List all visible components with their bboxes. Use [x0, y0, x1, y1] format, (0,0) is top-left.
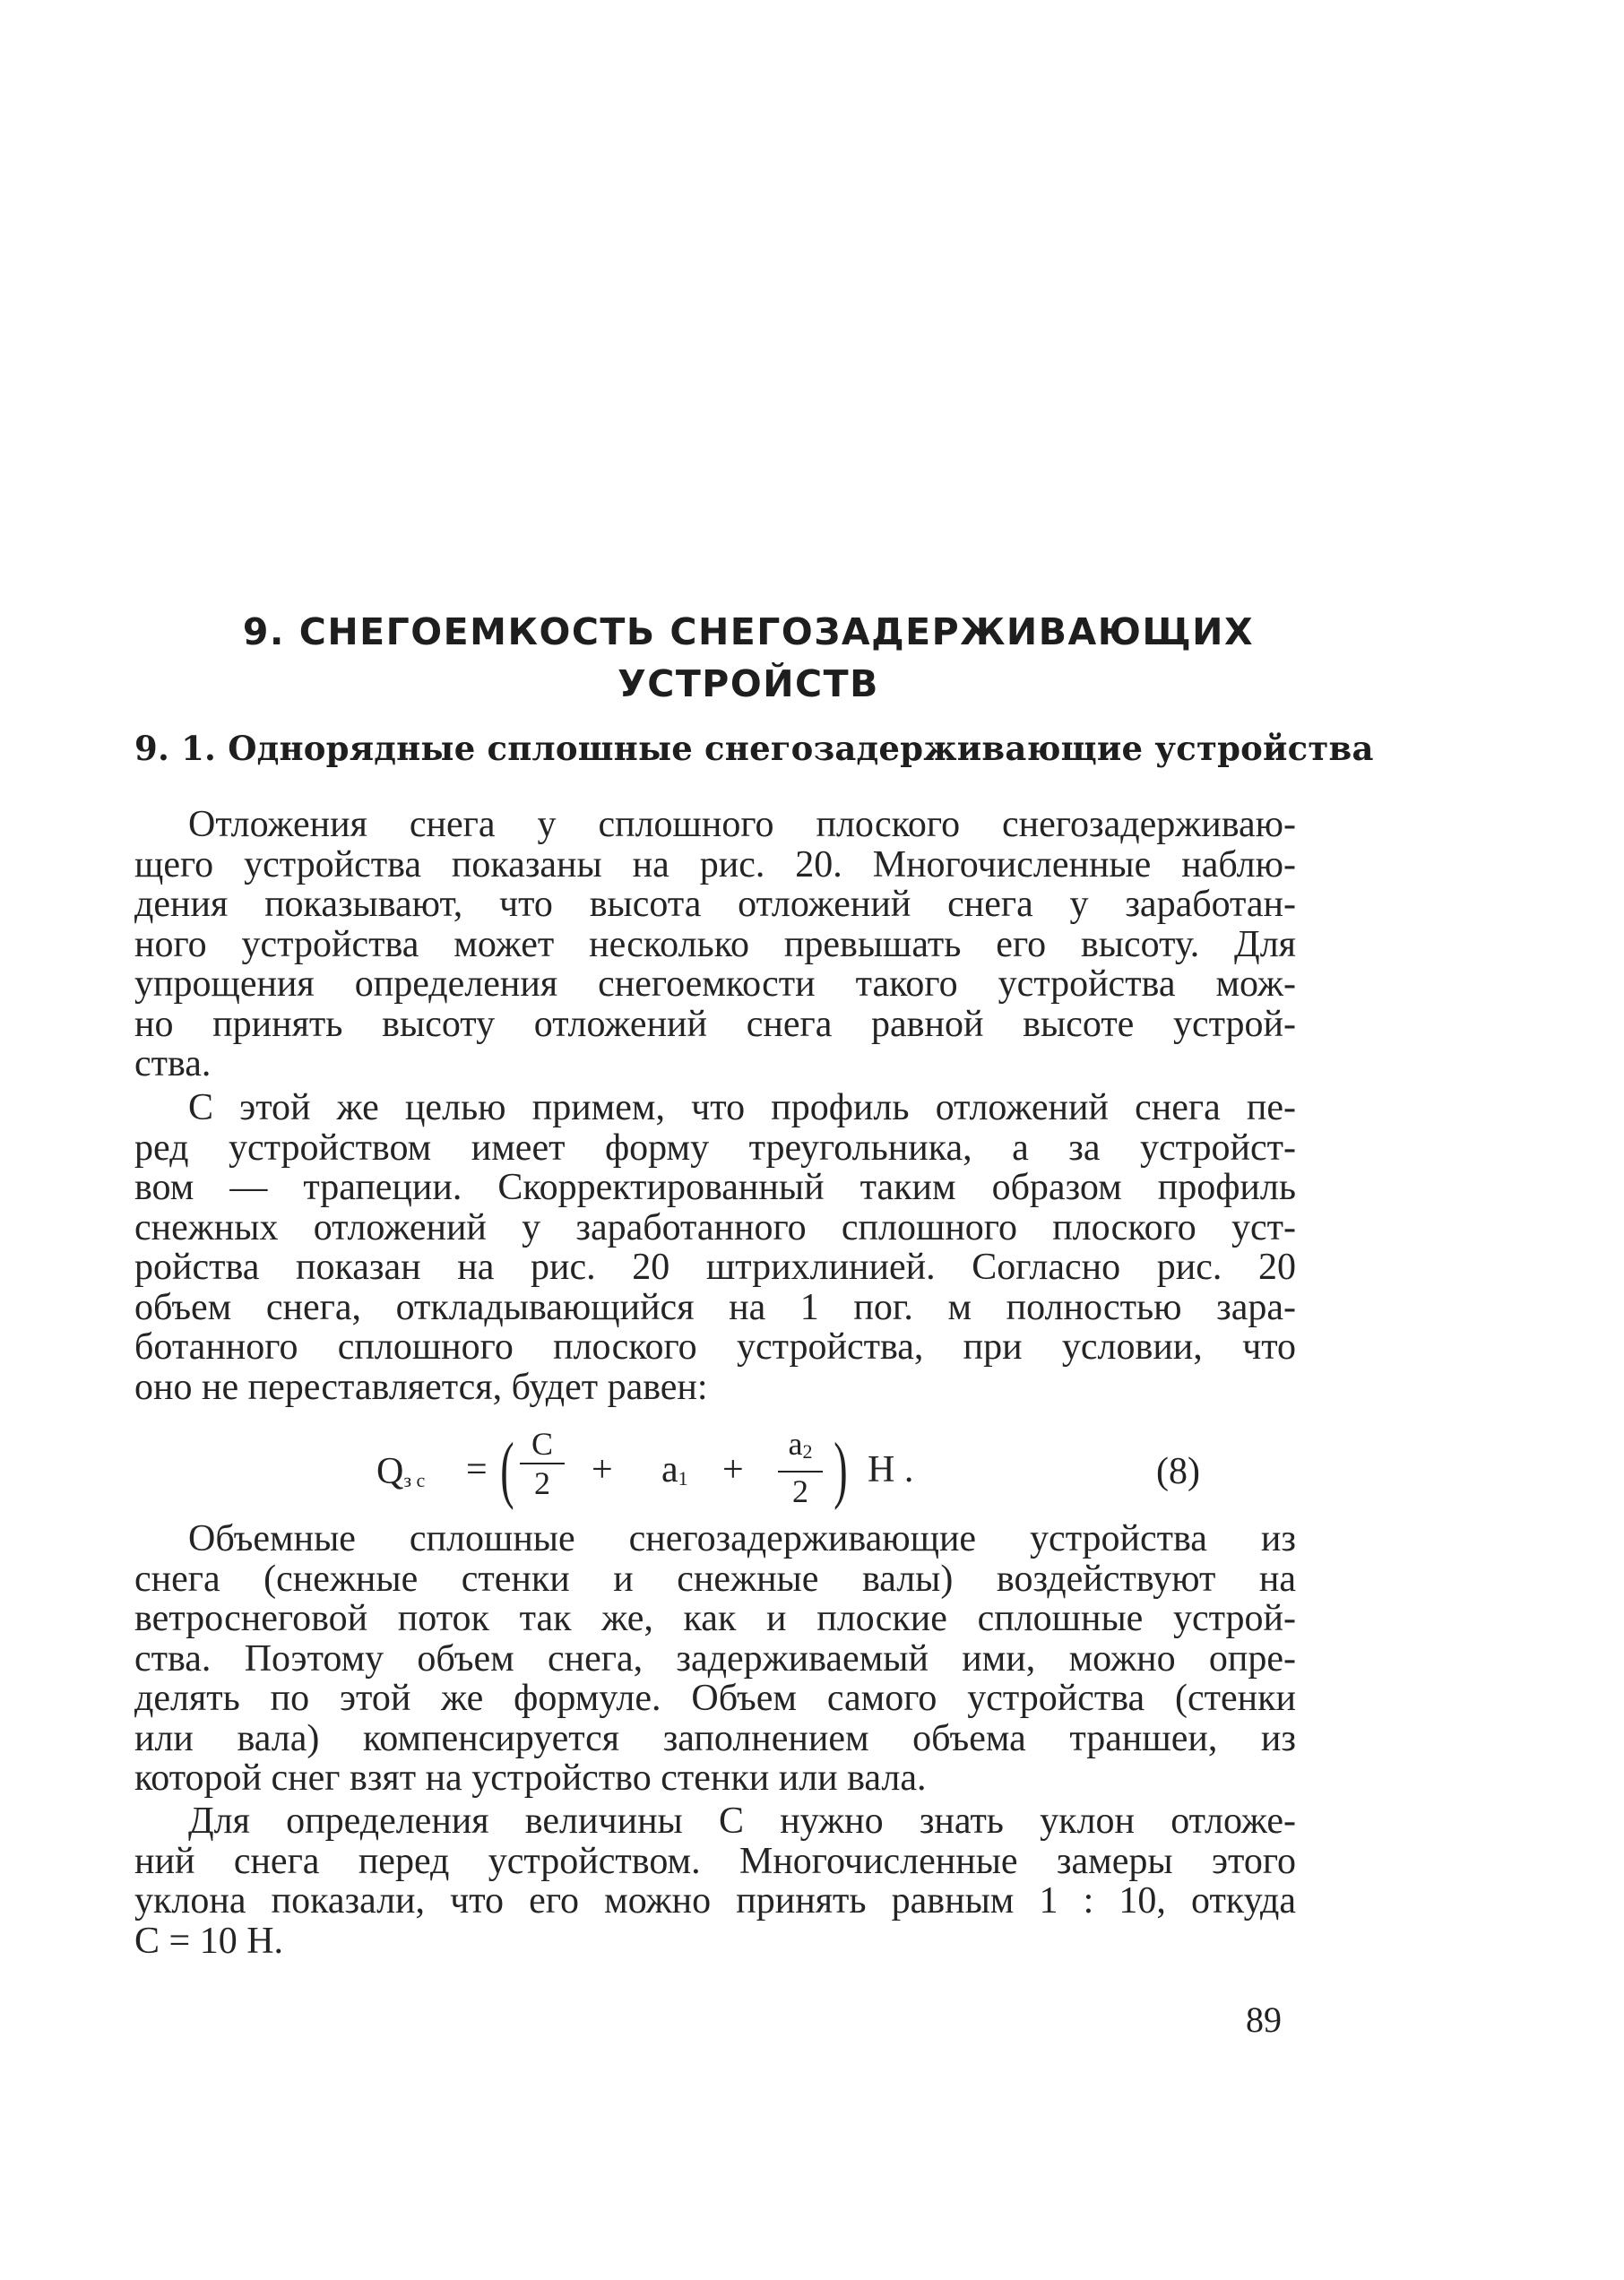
text-line: снежных отложений у заработанного сплошного плоского уст- [134, 1206, 1296, 1248]
text-line: С = 10 Н. [134, 1920, 284, 1962]
formula-height-term: Н . [868, 1449, 914, 1490]
text-line: или вала) компенсируется заполнением объема траншеи, из [134, 1717, 1296, 1759]
formula-term-a1: $a_1$ [661, 1449, 688, 1490]
text-line: вом — трапеции. Скорректированный таким образом профиль [134, 1167, 1296, 1208]
text-line: снега (снежные стенки и снежные валы) воздействуют на [134, 1558, 1296, 1600]
formula-plus: + [592, 1449, 613, 1490]
formula-8 [376, 1427, 1255, 1516]
formula-fraction-a2-over-2: $a_2$ 2 [778, 1427, 823, 1508]
chapter-title-line-1: 9. СНЕГОЕМКОСТЬ СНЕГОЗАДЕРЖИВАЮЩИХ [242, 610, 1255, 653]
paragraph [134, 804, 1296, 1084]
text-line: ний снега перед устройством. Многочисленные замеры этого [134, 1840, 1296, 1882]
page-number: 89 [1246, 1999, 1282, 2040]
text-line: оно не переставляется, будет равен: [134, 1366, 708, 1408]
text-line: ства. Поэтому объем снега, задерживаемый ими, можно опре- [134, 1637, 1296, 1680]
formula-close-paren: ) [834, 1428, 848, 1511]
text-line: ства. [134, 1043, 212, 1084]
text-line: но принять высоту отложений снега равной высоте устрой- [134, 1003, 1296, 1045]
paragraph [134, 1801, 1296, 1962]
text-line: упрощения определения снегоемкости такого устройства мож- [134, 963, 1296, 1005]
text-line: Объемные сплошные снегозадерживающие устройства из [188, 1518, 1296, 1559]
text-line: ред устройством имеет форму треугольника, а за устройст- [134, 1127, 1296, 1169]
text-line: Отложения снега у сплошного плоского снегозадерживаю- [188, 804, 1296, 845]
paragraph [134, 1087, 1296, 1408]
text-line: ройства показан на рис. 20 штрихлинией. Согласно рис. 20 [134, 1247, 1296, 1288]
formula-lhs: $Q_{з с}$ [376, 1451, 426, 1492]
formula-number: (8) [1156, 1451, 1200, 1492]
text-line: Для определения величины С нужно знать уклон отложе- [188, 1801, 1296, 1842]
chapter-title [179, 606, 1317, 710]
chapter-title-line-2: УСТРОЙСТВ [618, 662, 879, 705]
text-line: ного устройства может несколько превышать его высоту. Для [134, 923, 1296, 965]
text-line: объем снега, откладывающийся на 1 пог. м полностью зара- [134, 1286, 1296, 1328]
text-line: уклона показали, что его можно принять равным 1 : 10, откуда [134, 1880, 1296, 1922]
text-line: делять по этой же формуле. Объем самого устройства (стенки [134, 1678, 1296, 1719]
text-line: дения показывают, что высота отложений снега у заработан- [134, 884, 1296, 925]
text-line: которой снег взят на устройство стенки или вала. [134, 1758, 927, 1799]
text-line: ветроснеговой поток так же, как и плоские сплошные устрой- [134, 1598, 1296, 1639]
formula-equals: = [466, 1449, 488, 1490]
section-heading: 9. 1. Однорядные сплошные снегозадерживающие устройства [134, 729, 1374, 768]
paragraph [134, 1518, 1296, 1799]
formula-plus: + [722, 1449, 744, 1490]
formula-fraction-c-over-2: С 2 [520, 1427, 565, 1500]
formula-open-paren: ( [500, 1428, 514, 1511]
text-line: щего устройства показаны на рис. 20. Многочисленные наблю- [134, 843, 1296, 885]
text-line: С этой же целью примем, что профиль отложений снега пе- [188, 1087, 1296, 1128]
text-line: ботанного сплошного плоского устройства, при условии, что [134, 1326, 1296, 1368]
